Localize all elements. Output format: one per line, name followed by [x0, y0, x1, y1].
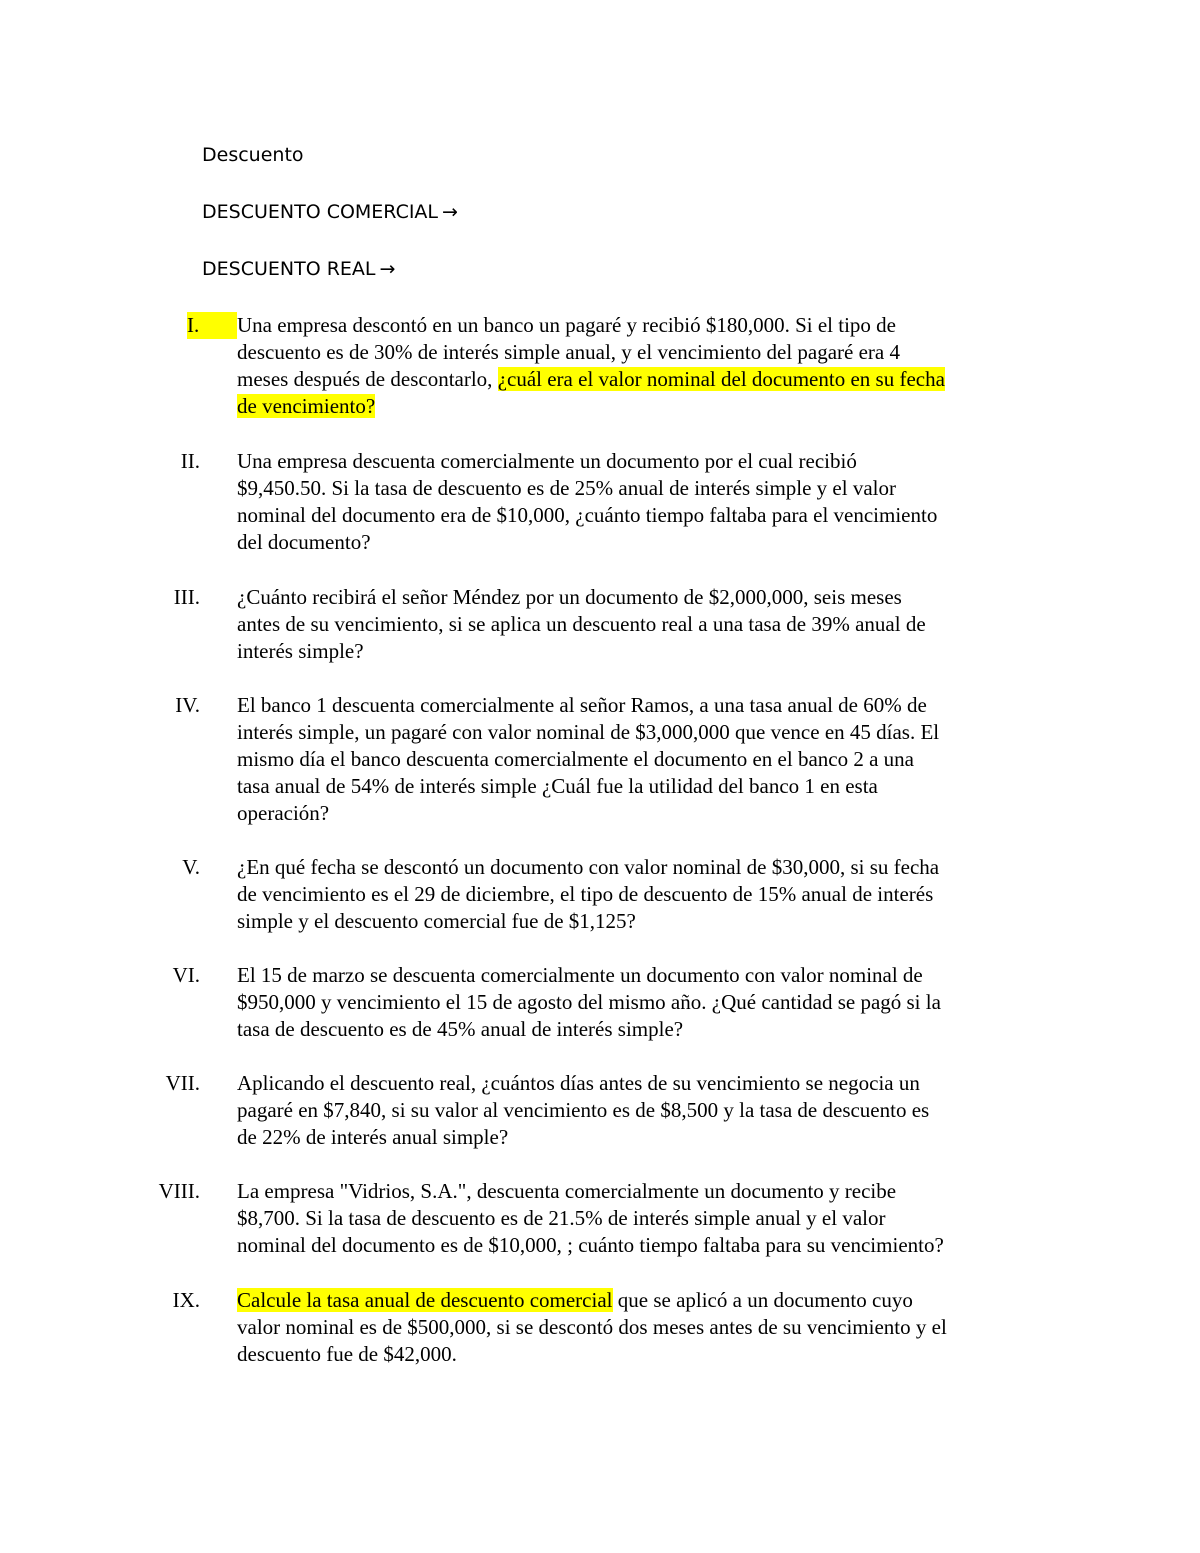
item-text — [237, 962, 1037, 1043]
item-text — [237, 1178, 1037, 1259]
text-line: ¿En qué fecha se descontó un documento con valor nominal de $30,000, si su fecha — [237, 855, 940, 879]
text-line: operación? — [237, 801, 330, 825]
heading-label: DESCUENTO REAL — [202, 258, 376, 280]
heading-descuento-real — [202, 257, 395, 281]
highlighted-text: ¿cuál era el valor nominal del documento en su fecha — [497, 367, 945, 391]
plain-text: meses después de descontarlo, — [237, 367, 498, 391]
plain-text: que se aplicó a un documento cuyo — [612, 1288, 913, 1312]
text-line: $8,700. Si la tasa de descuento es de 21.5% de interés simple anual y el valor — [237, 1206, 886, 1230]
text-line: interés simple? — [237, 639, 364, 663]
arrow-right-icon: → — [442, 201, 458, 223]
highlighted-text: de vencimiento? — [237, 394, 376, 418]
item-text — [237, 448, 1037, 556]
text-line: mismo día el banco descuenta comercialmente el documento en el banco 2 a una — [237, 747, 914, 771]
arrow-right-icon: → — [379, 258, 396, 280]
text-line: descuento es de 30% de interés simple anual, y el vencimiento del pagaré era 4 — [237, 340, 900, 364]
highlighted-text: Calcule la tasa anual de descuento comercial — [237, 1288, 613, 1312]
text-line: del documento? — [237, 530, 371, 554]
heading-descuento-comercial — [202, 200, 458, 224]
item-numeral: VIII. — [158, 1179, 200, 1203]
text-line: simple y el descuento comercial fue de $1,125? — [237, 909, 636, 933]
item-numeral: II. — [180, 449, 200, 473]
text-line: pagaré en $7,840, si su valor al vencimiento es de $8,500 y la tasa de descuento es — [237, 1098, 930, 1122]
text-line: El 15 de marzo se descuenta comercialmente un documento con valor nominal de — [237, 963, 923, 987]
text-line: nominal del documento es de $10,000, ; cuánto tiempo faltaba para su vencimiento? — [237, 1233, 944, 1257]
heading-label: DESCUENTO COMERCIAL — [202, 201, 439, 223]
item-numeral: V. — [182, 855, 200, 879]
text-line: valor nominal es de $500,000, si se descontó dos meses antes de su vencimiento y el — [237, 1315, 947, 1339]
item-text — [237, 854, 1037, 935]
text-line: de 22% de interés anual simple? — [237, 1125, 509, 1149]
item-text — [237, 1070, 1037, 1151]
text-line: Una empresa descuenta comercialmente un documento por el cual recibió — [237, 449, 857, 473]
item-text — [237, 692, 1037, 827]
text-line: $9,450.50. Si la tasa de descuento es de 25% anual de interés simple y el valor — [237, 476, 896, 500]
text-line — [237, 366, 1037, 393]
item-numeral: VI. — [172, 963, 200, 987]
item-numeral: III. — [173, 585, 200, 609]
item-text — [237, 584, 1037, 665]
item-numeral: IV. — [175, 693, 200, 717]
item-numeral: VII. — [165, 1071, 200, 1095]
item-text — [237, 1287, 1037, 1368]
text-line: tasa de descuento es de 45% anual de interés simple? — [237, 1017, 684, 1041]
text-line: $950,000 y vencimiento el 15 de agosto del mismo año. ¿Qué cantidad se pagó si la — [237, 990, 941, 1014]
text-line: La empresa "Vidrios, S.A.", descuenta comercialmente un documento y recibe — [237, 1179, 897, 1203]
text-line: ¿Cuánto recibirá el señor Méndez por un documento de $2,000,000, seis meses — [237, 585, 902, 609]
item-numeral: I. — [187, 312, 237, 339]
document-title: Descuento — [202, 144, 304, 166]
text-line: antes de su vencimiento, si se aplica un descuento real a una tasa de 39% anual de — [237, 612, 926, 636]
text-line: de vencimiento es el 29 de diciembre, el tipo de descuento de 15% anual de interés — [237, 882, 934, 906]
text-line: tasa anual de 54% de interés simple ¿Cuál fue la utilidad del banco 1 en esta — [237, 774, 878, 798]
item-text — [237, 312, 1037, 420]
text-line — [237, 1287, 1037, 1314]
text-line — [237, 393, 1037, 420]
text-line: Una empresa descontó en un banco un pagaré y recibió $180,000. Si el tipo de — [237, 313, 896, 337]
item-numeral: IX. — [172, 1288, 200, 1312]
text-line: descuento fue de $42,000. — [237, 1342, 457, 1366]
text-line: Aplicando el descuento real, ¿cuántos días antes de su vencimiento se negocia un — [237, 1071, 920, 1095]
text-line: interés simple, un pagaré con valor nominal de $3,000,000 que vence en 45 días. El — [237, 720, 940, 744]
text-line: nominal del documento era de $10,000, ¿cuánto tiempo faltaba para el vencimiento — [237, 503, 938, 527]
text-line: El banco 1 descuenta comercialmente al señor Ramos, a una tasa anual de 60% de — [237, 693, 927, 717]
